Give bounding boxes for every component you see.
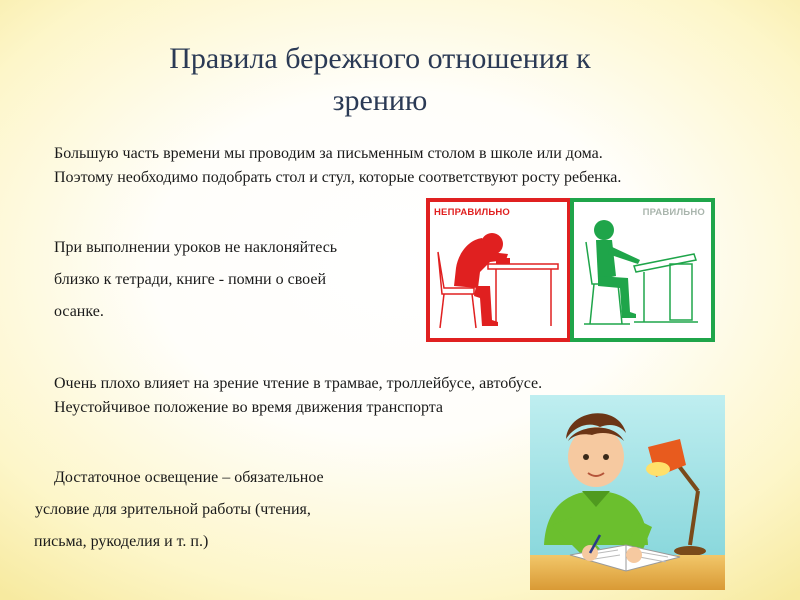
bullet-lighting (34, 462, 324, 558)
bullet-line: Поэтому необходимо подобрать стол и стул, которые соответствуют росту ребенка. (54, 169, 622, 186)
bullet-posture (34, 232, 337, 328)
right-label: ПРАВИЛЬНО (642, 207, 705, 218)
wrong-label: НЕПРАВИЛЬНО (434, 207, 511, 218)
slide-title (100, 38, 660, 122)
wrong-posture-panel (426, 198, 571, 342)
bullet-line: близко к тетради, книге - помни о своей (54, 271, 327, 288)
bullet-line: осанке. (54, 303, 104, 320)
bullet-line: При выполнении уроков не наклоняйтесь (54, 239, 338, 256)
bullet-line: письма, рукоделия и т. п.) (34, 533, 209, 550)
bullet-line: Неустойчивое положение во время движения транспорта (54, 399, 444, 416)
right-posture-panel (570, 198, 715, 342)
bullet-line: Большую часть времени мы проводим за письменным столом в школе или дома. (54, 145, 603, 162)
bullet-transport-reading (34, 372, 542, 420)
upright-child-icon (574, 202, 711, 338)
slouching-child-icon (430, 202, 567, 338)
bullet-line: Достаточное освещение – обязательное (54, 469, 324, 486)
bullet-line: Очень плохо влияет на зрение чтение в трамвае, троллейбусе, автобусе. (54, 375, 543, 392)
boy-reading-lamp-illustration (530, 395, 725, 590)
bullet-desk-and-chair (34, 142, 621, 190)
bullet-line: условие для зрительной работы (чтения, (35, 501, 311, 518)
title-line-2: зрению (332, 84, 428, 117)
title-line-1: Правила бережного отношения к (169, 42, 591, 75)
